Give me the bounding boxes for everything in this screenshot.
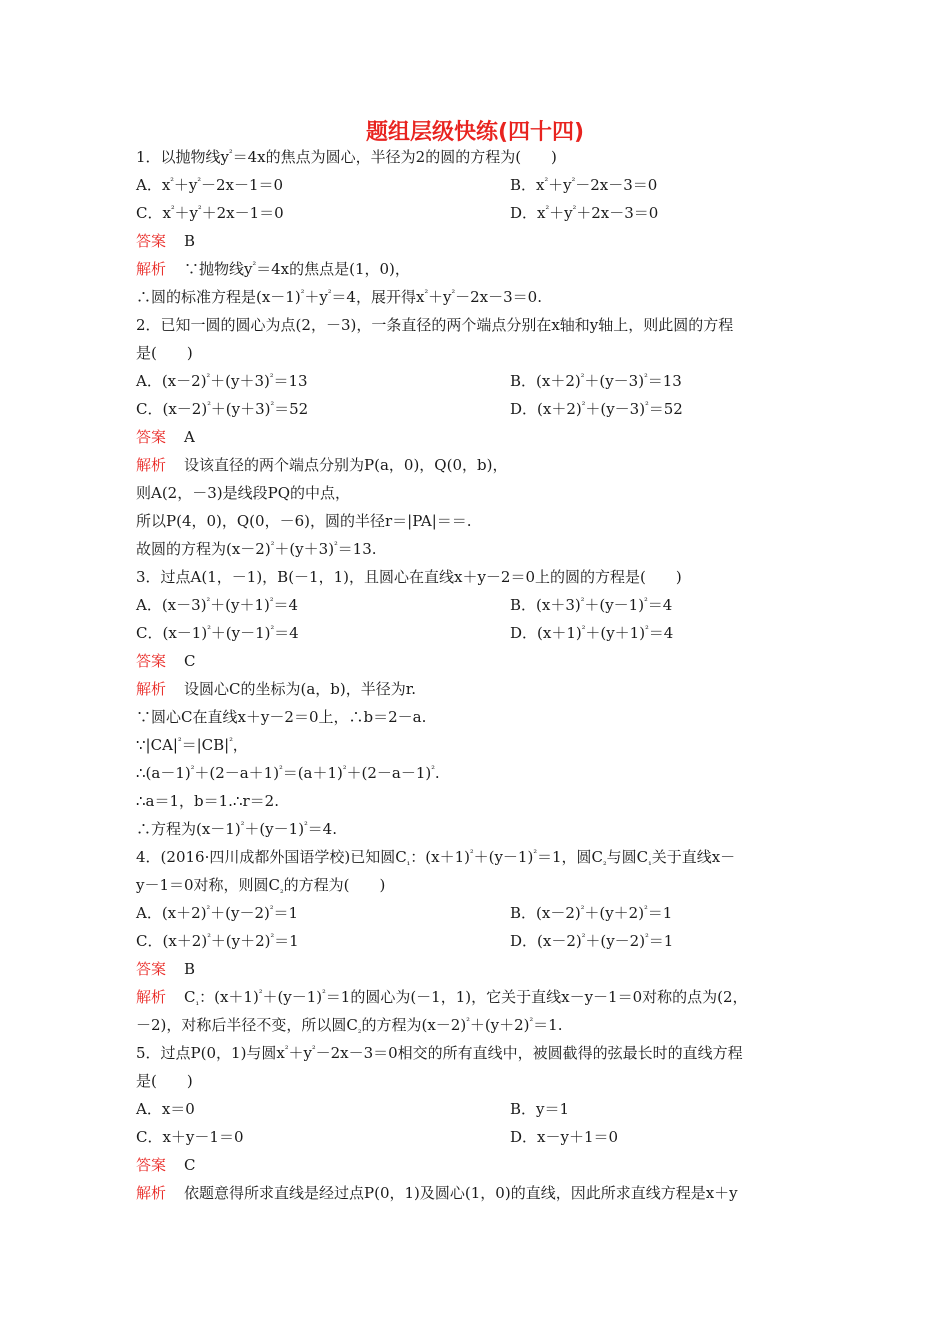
q4-option-a: A．$(x+2)^{^2}+(y-2)^{^2}=1$ (136, 904, 299, 922)
q4-stem-line-2: y－1＝0对称，则圆$C_{_2}$的方程为( ) (136, 876, 386, 896)
q4-option-d: D．$(x-2)^{^2}+(y-2)^{^2}=1$ (510, 932, 674, 950)
q4-stem-line-1: 4．(2016·四川成都外国语学校)已知圆$C_{_1}$：$(x+1)^{^2}+(y-1)^{^2}=1$，圆$C_{_2}$与圆$C_{_1}$关于直线x－ (136, 848, 736, 868)
q2-analysis-line-2: 则A(2，－3)是线段PQ的中点， (136, 484, 351, 502)
q3-option-a: A．$(x-3)^{^2}+(y+1)^{^2}=4$ (136, 596, 299, 614)
q2-analysis-line-3: 所以P(4，0)，Q(0，－6)，圆的半径r＝|PA|＝＝. (136, 512, 472, 530)
q2-stem-line-2: 是( ) (136, 344, 193, 362)
q3-analysis-line-1: 设圆心C的坐标为(a，b)，半径为r. (184, 680, 417, 698)
q5-answer-row (136, 1151, 826, 1179)
analysis-label: 解析 (136, 456, 167, 474)
q2-stem-line-1: 2．已知一圆的圆心为点(2，－3)，一条直径的两个端点分别在x轴和y轴上，则此圆的方程 (136, 316, 734, 334)
q5-option-a: A．x＝0 (136, 1100, 195, 1118)
answer-label: 答案 (136, 232, 167, 250)
q4-analysis-line-1: $C_{_1}$：$(x+1)^{^2}+(y-1)^{^2}=1$的圆心为(－1，1)，它关于直线x－y－1＝0对称的点为(2， (184, 988, 748, 1008)
q1-stem: 1．以抛物线$y^{^2}=4x$的焦点为圆心，半径为2的圆的方程为( ) (136, 148, 557, 166)
q3-answer: C (184, 652, 196, 670)
q3-option-c: C．$(x-1)^{^2}+(y-1)^{^2}=4$ (136, 624, 299, 642)
q5-option-c: C．x＋y－1＝0 (136, 1128, 244, 1146)
q1-answer: B (184, 232, 196, 250)
q2-analysis-row (136, 451, 826, 479)
q5-analysis-row (136, 1179, 826, 1207)
q3-analysis-line-6: ∴方程为$(x-1)^{^2}+(y-1)^{^2}=4$. (136, 820, 337, 838)
q1-analysis-line-1: ∵抛物线$y^{^2}=4x$的焦点是(1，0)， (184, 260, 410, 278)
q2-answer: A (184, 428, 195, 446)
q1-analysis-row (136, 255, 826, 283)
q3-analysis-line-5: ∴a＝1，b＝1.∴r＝2. (136, 792, 279, 810)
q5-stem-line-2: 是( ) (136, 1072, 193, 1090)
q3-analysis-row (136, 675, 826, 703)
q3-option-b: B．$(x+3)^{^2}+(y-1)^{^2}=4$ (510, 596, 673, 614)
q2-option-a: A．$(x-2)^{^2}+(y+3)^{^2}=13$ (136, 372, 308, 390)
q3-stem: 3．过点A(1，－1)，B(－1，1)，且圆心在直线x＋y－2＝0上的圆的方程是( ) (136, 568, 682, 586)
q5-stem-line-1: 5．过点P(0，1)与圆$x^{^2}+y^{^2}-2x-3=0$相交的所有直线中，被圆截得的弦最长时的直线方程 (136, 1044, 743, 1062)
q3-analysis-line-4: $\therefore(a-1)^{^2}+(2-a+1)^{^2}=(a+1)^{^2}+(2-a-1)^{^2}$. (136, 764, 440, 782)
q2-option-c: C．$(x-2)^{^2}+(y+3)^{^2}=52$ (136, 400, 309, 418)
answer-label: 答案 (136, 652, 167, 670)
q4-option-b: B．$(x-2)^{^2}+(y+2)^{^2}=1$ (510, 904, 673, 922)
answer-label: 答案 (136, 428, 167, 446)
q1-option-c: C．$x^{^2}+y^{^2}+2x-1=0$ (136, 204, 284, 222)
answer-label: 答案 (136, 960, 167, 978)
analysis-label: 解析 (136, 988, 167, 1006)
q4-answer: B (184, 960, 196, 978)
q1-answer-row (136, 227, 826, 255)
q2-analysis-line-1: 设该直径的两个端点分别为P(a，0)，Q(0，b)， (184, 456, 508, 474)
q4-analysis-row (136, 983, 826, 1011)
q4-analysis-line-2: －2)，对称后半径不变，所以圆$C_{_2}$的方程为$(x-2)^{^2}+(y+2)^{^2}=1$. (136, 1016, 563, 1036)
q3-analysis-line-2: ∵圆心C在直线x＋y－2＝0上，∴b＝2－a. (136, 708, 427, 726)
q5-analysis-line-1: 依题意得所求直线是经过点P(0，1)及圆心(1，0)的直线，因此所求直线方程是x＋y (184, 1184, 738, 1202)
q3-answer-row (136, 647, 826, 675)
q2-option-b: B．$(x+2)^{^2}+(y-3)^{^2}=13$ (510, 372, 682, 390)
q1-option-b: B．$x^{^2}+y^{^2}-2x-3=0$ (510, 176, 658, 194)
q4-option-c: C．$(x+2)^{^2}+(y+2)^{^2}=1$ (136, 932, 299, 950)
answer-label: 答案 (136, 1156, 167, 1174)
analysis-label: 解析 (136, 680, 167, 698)
q1-analysis-line-2: ∴圆的标准方程是$(x-1)^{^2}+y^{^2}=4$，展开得$x^{^2}+y^{^2}-2x-3=0$. (136, 288, 542, 306)
q1-option-d: D．$x^{^2}+y^{^2}+2x-3=0$ (510, 204, 659, 222)
q5-option-b: B．y＝1 (510, 1100, 570, 1118)
analysis-label: 解析 (136, 260, 167, 278)
q4-answer-row (136, 955, 826, 983)
q3-option-d: D．$(x+1)^{^2}+(y+1)^{^2}=4$ (510, 624, 674, 642)
q5-answer: C (184, 1156, 196, 1174)
q2-analysis-line-4: 故圆的方程为$(x-2)^{^2}+(y+3)^{^2}=13$. (136, 540, 377, 558)
analysis-label: 解析 (136, 1184, 167, 1202)
q5-option-d: D．x－y＋1＝0 (510, 1128, 619, 1146)
q2-answer-row (136, 423, 826, 451)
q2-option-d: D．$(x+2)^{^2}+(y-3)^{^2}=52$ (510, 400, 683, 418)
document-title: 题组层级快练(四十四) (365, 120, 585, 145)
q3-analysis-line-3: $\because|CA|^{^2}=|CB|^{^2}$， (136, 736, 248, 754)
q1-option-a: A．$x^{^2}+y^{^2}-2x-1=0$ (136, 176, 284, 194)
